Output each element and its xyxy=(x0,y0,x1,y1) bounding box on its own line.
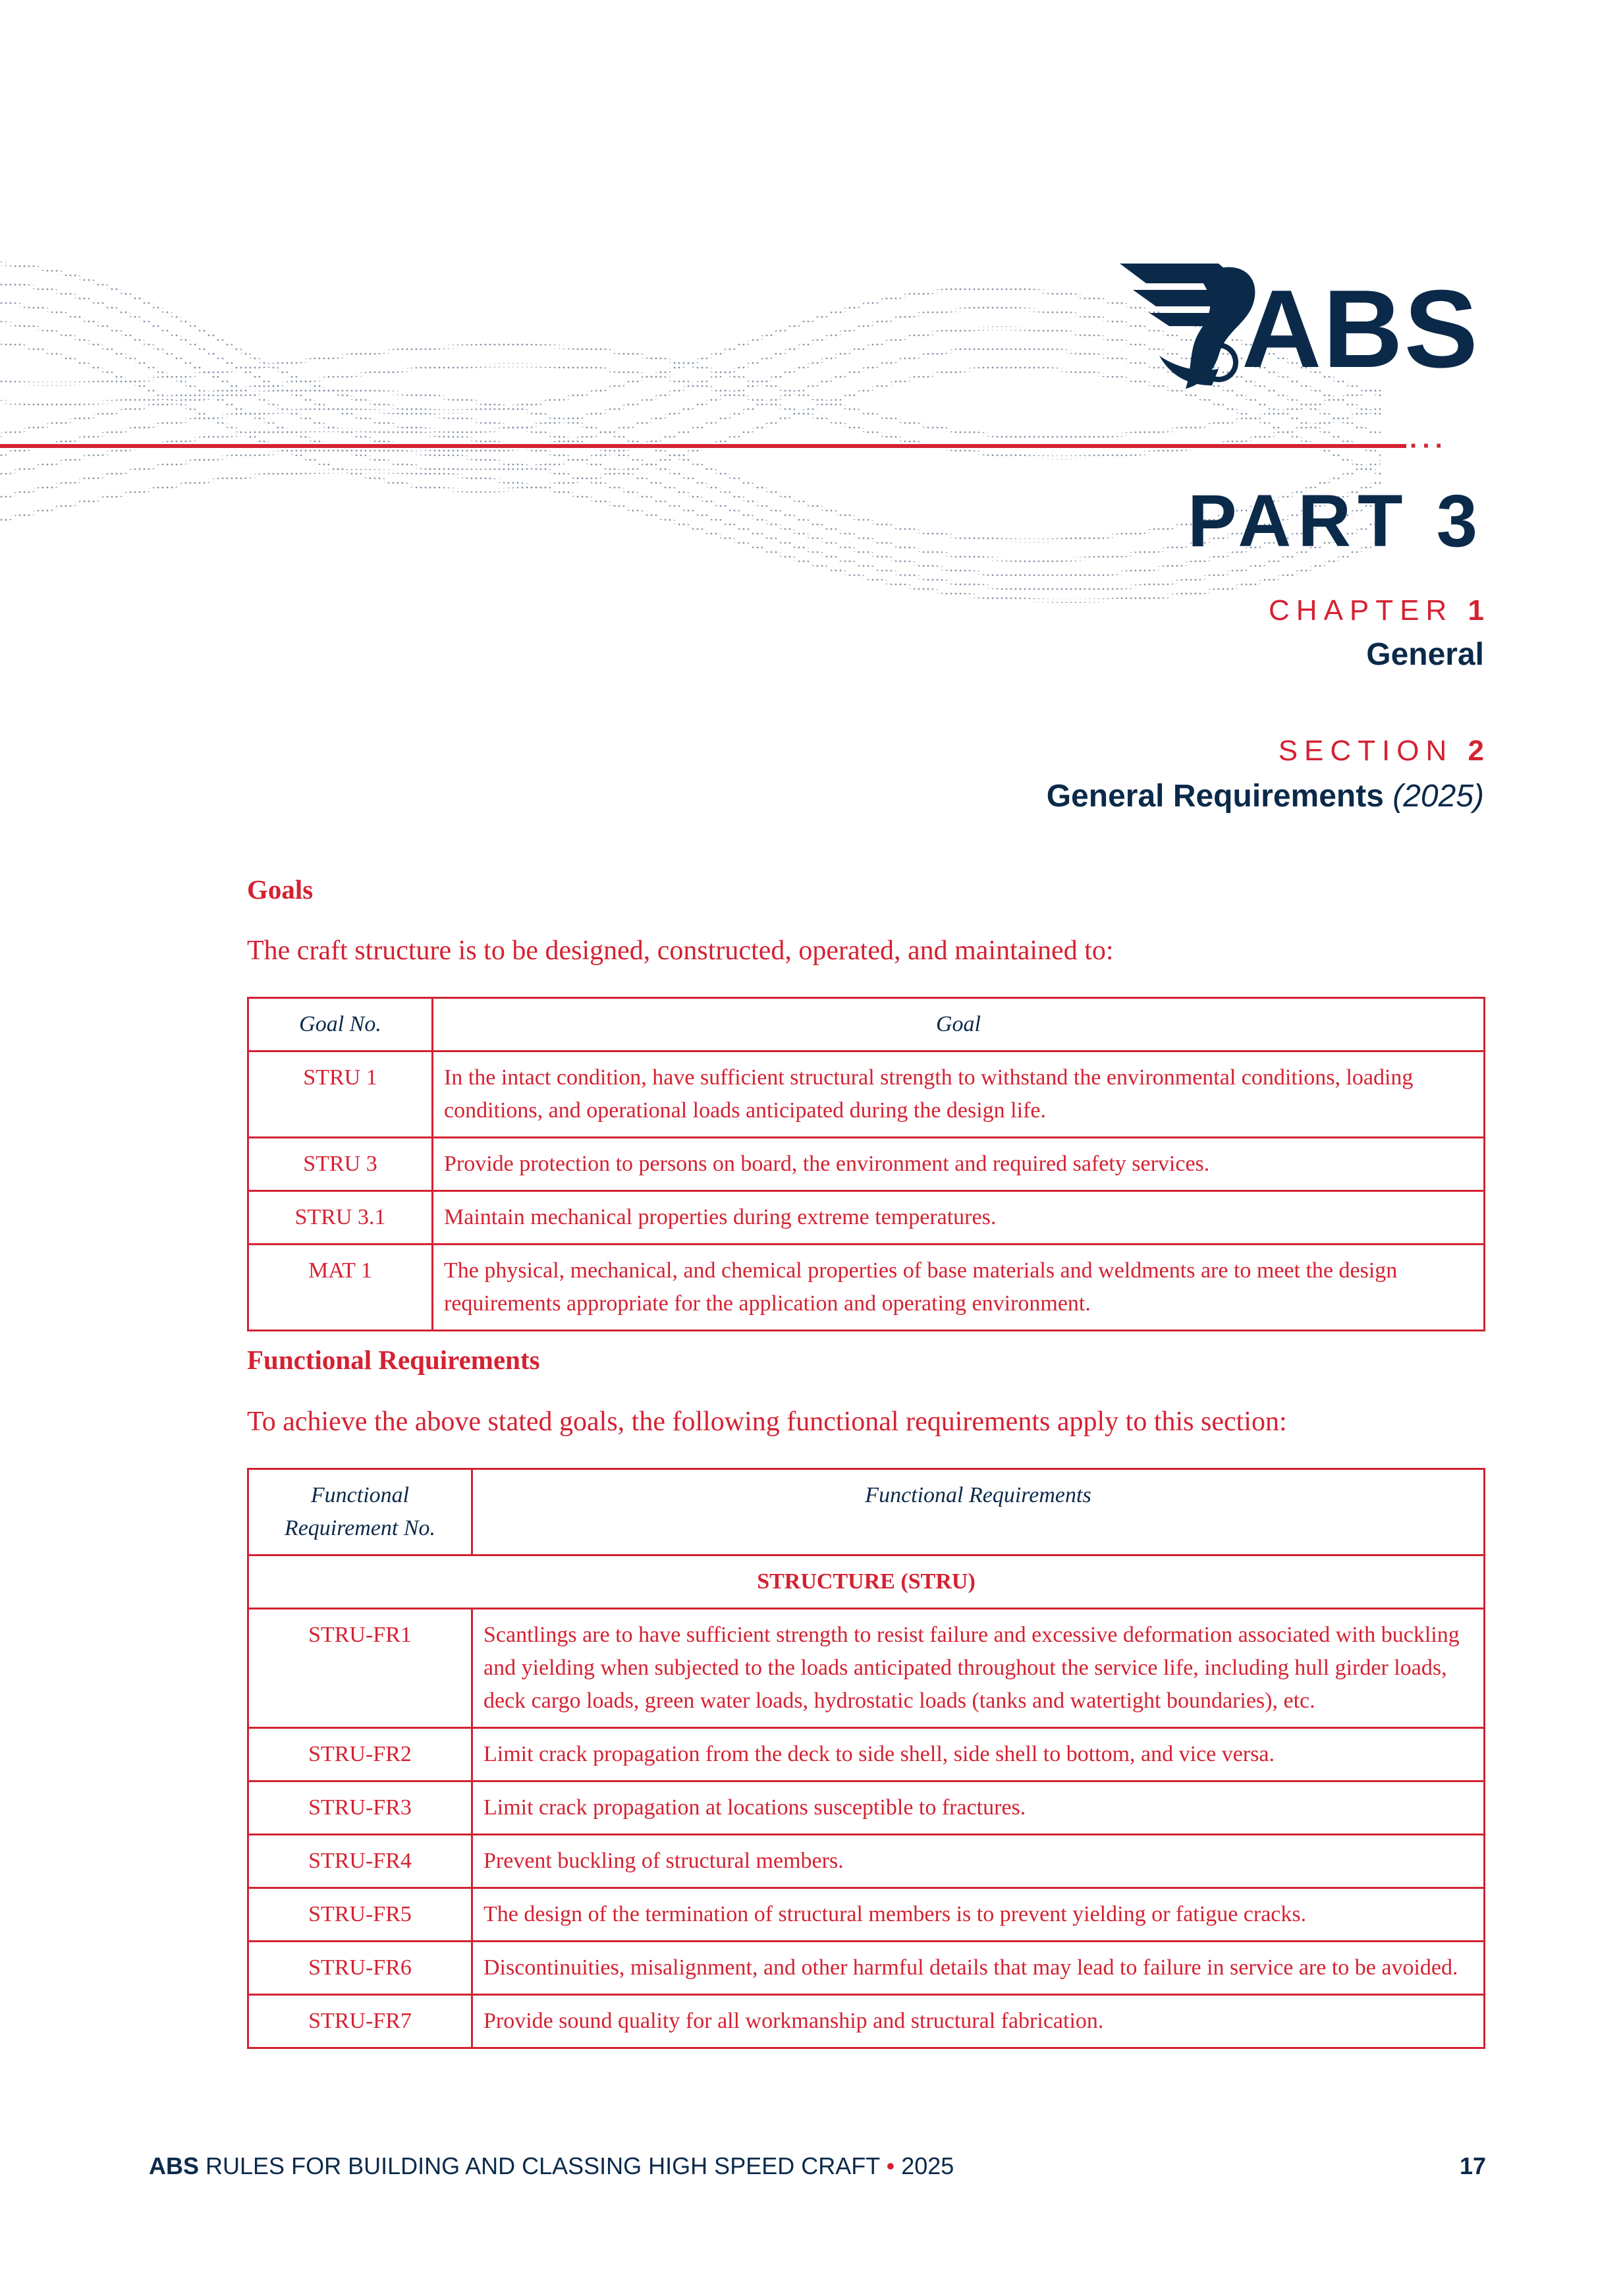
section-label xyxy=(1279,737,1484,766)
header-red-rule xyxy=(0,444,1406,448)
goals-heading: Goals xyxy=(247,874,314,905)
fr-no: STRU-FR1 xyxy=(248,1609,472,1728)
fr-no: STRU-FR4 xyxy=(248,1835,472,1888)
chapter-title: General xyxy=(1366,637,1484,672)
table-row xyxy=(248,1835,1485,1888)
section-title xyxy=(1047,781,1484,812)
group-label: STRUCTURE (STRU) xyxy=(248,1555,1485,1609)
table-row xyxy=(248,1138,1485,1191)
fr-no: STRU-FR2 xyxy=(248,1728,472,1781)
table-row xyxy=(248,1942,1485,1995)
section-number: 2 xyxy=(1468,735,1484,767)
fr-text: Prevent buckling of structural members. xyxy=(472,1835,1485,1888)
fr-no: STRU-FR6 xyxy=(248,1942,472,1995)
table-row xyxy=(248,1609,1485,1728)
fr-text: The design of the termination of structural members is to prevent yielding or fatigue cracks. xyxy=(472,1888,1485,1942)
table-row xyxy=(248,1245,1485,1331)
logo-wordmark: ABS xyxy=(1242,267,1479,391)
goal-no: STRU 3.1 xyxy=(248,1191,433,1245)
goals-table xyxy=(247,997,1485,1331)
header-rule-dots: ··· xyxy=(1410,432,1448,461)
goal-text: Maintain mechanical properties during extreme temperatures. xyxy=(433,1191,1485,1245)
section-year: (2025) xyxy=(1392,779,1484,814)
goal-no: MAT 1 xyxy=(248,1245,433,1331)
page-number: 17 xyxy=(1459,2152,1486,2179)
table-row xyxy=(248,1995,1485,2048)
fr-text: Limit crack propagation at locations susceptible to fractures. xyxy=(472,1781,1485,1835)
functional-intro: To achieve the above stated goals, the following functional requirements apply to this section: xyxy=(247,1407,1287,1437)
footer-title: RULES FOR BUILDING AND CLASSING HIGH SPEED CRAFT xyxy=(206,2152,880,2179)
chapter-number: 1 xyxy=(1468,594,1484,627)
page-footer xyxy=(149,2154,1486,2178)
goals-col-no: Goal No. xyxy=(248,998,433,1051)
section-label-text: SECTION xyxy=(1278,735,1454,767)
functional-table xyxy=(247,1468,1485,2049)
table-row xyxy=(248,1888,1485,1942)
fr-text: Limit crack propagation from the deck to side shell, side shell to bottom, and vice versa. xyxy=(472,1728,1485,1781)
fr-text: Provide sound quality for all workmanship and structural fabrication. xyxy=(472,1995,1485,2048)
footer-year: 2025 xyxy=(901,2152,954,2179)
table-row xyxy=(248,1728,1485,1781)
goal-no: STRU 3 xyxy=(248,1138,433,1191)
goal-text: The physical, mechanical, and chemical properties of base materials and weldments are to meet the design requirements appropriate for the application and operating environment. xyxy=(433,1245,1485,1331)
goal-text: Provide protection to persons on board, the environment and required safety services. xyxy=(433,1138,1485,1191)
fr-no: STRU-FR3 xyxy=(248,1781,472,1835)
fr-text: Scantlings are to have sufficient strength to resist failure and excessive deformation associated with buckling and yielding when subjected to the loads anticipated throughout the service life, including hull girder loads, deck cargo loads, green water loads, hydrostatic loads (tanks and watertight boundaries), etc. xyxy=(472,1609,1485,1728)
fr-text: Discontinuities, misalignment, and other harmful details that may lead to failure in service are to be avoided. xyxy=(472,1942,1485,1995)
footer-separator: • xyxy=(886,2152,895,2179)
chapter-label-text: CHAPTER xyxy=(1269,594,1454,627)
chapter-label xyxy=(1269,596,1484,625)
section-title-text: General Requirements xyxy=(1046,779,1384,814)
goals-col-goal: Goal xyxy=(433,998,1485,1051)
goals-table-header xyxy=(248,998,1485,1051)
goal-no: STRU 1 xyxy=(248,1051,433,1138)
fr-no: STRU-FR5 xyxy=(248,1888,472,1942)
functional-table-header xyxy=(248,1469,1485,1555)
functional-col-no: Functional Requirement No. xyxy=(248,1469,472,1555)
fr-no: STRU-FR7 xyxy=(248,1995,472,2048)
table-group-row xyxy=(248,1555,1485,1609)
functional-heading: Functional Requirements xyxy=(247,1345,540,1375)
goal-text: In the intact condition, have sufficient structural strength to withstand the environmental conditions, loading conditions, and operational loads anticipated during the design life. xyxy=(433,1051,1485,1138)
part-title: PART 3 xyxy=(1188,480,1484,562)
functional-col-req: Functional Requirements xyxy=(472,1469,1485,1555)
table-row xyxy=(248,1051,1485,1138)
goals-intro: The craft structure is to be designed, constructed, operated, and maintained to: xyxy=(247,936,1114,966)
table-row xyxy=(248,1191,1485,1245)
table-row xyxy=(248,1781,1485,1835)
footer-brand: ABS xyxy=(149,2152,200,2179)
